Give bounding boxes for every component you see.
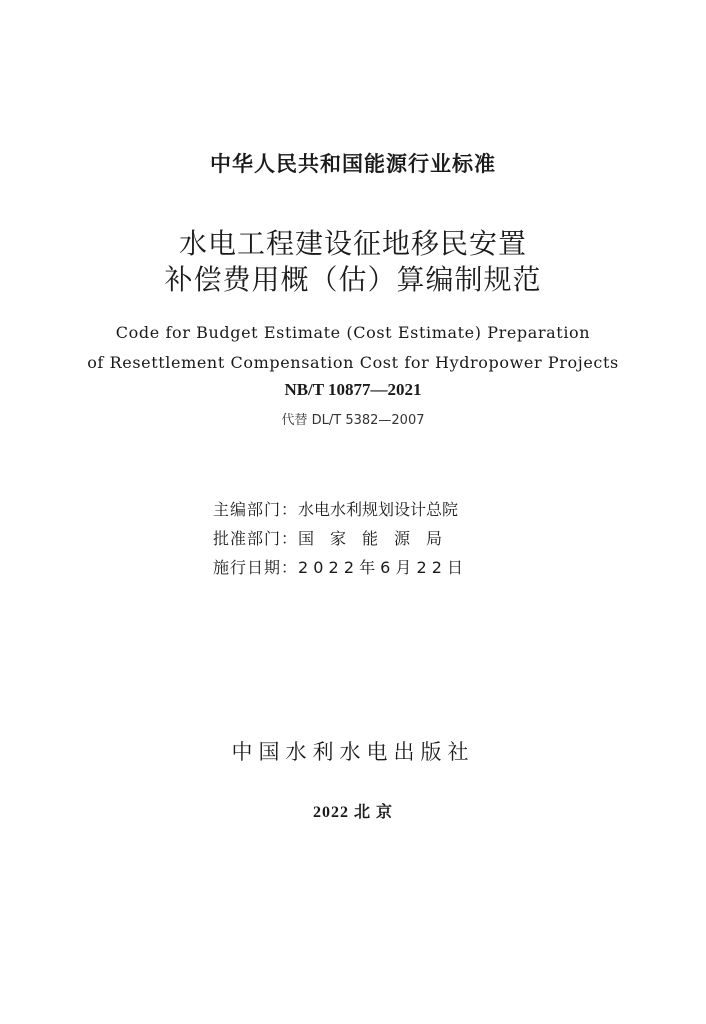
publisher-name: 中国水利水电出版社 xyxy=(231,740,475,764)
title-cn-line2: 补偿费用概（估）算编制规范 xyxy=(164,263,542,296)
approver-value: 国 家 能 源 局 xyxy=(298,529,443,548)
title-en-line1: Code for Budget Estimate (Cost Estimate) Preparation xyxy=(115,323,591,342)
standard-category: 中华人民共和国能源行业标准 xyxy=(210,152,496,176)
standard-number: NB/T 10877—2021 xyxy=(284,380,422,399)
chief-editor-value: 水电水利规划设计总院 xyxy=(298,500,459,519)
approver-row xyxy=(213,526,442,549)
title-cn-line1: 水电工程建设征地移民安置 xyxy=(178,227,527,260)
publisher-imprint: 2022 北 京 xyxy=(312,804,393,821)
effective-date-value: 2 0 2 2 年 6 月 2 2 日 xyxy=(298,558,464,577)
replaces-note: 代替 DL/T 5382—2007 xyxy=(281,413,425,428)
effective-date-label: 施行日期： xyxy=(213,558,299,577)
approver-label: 批准部门： xyxy=(213,529,299,548)
effective-date-row xyxy=(213,555,463,578)
chief-editor-row xyxy=(213,497,458,520)
chief-editor-label: 主编部门： xyxy=(213,500,299,519)
title-en-line2: of Resettlement Compensation Cost for Hydropower Projects xyxy=(87,353,619,372)
